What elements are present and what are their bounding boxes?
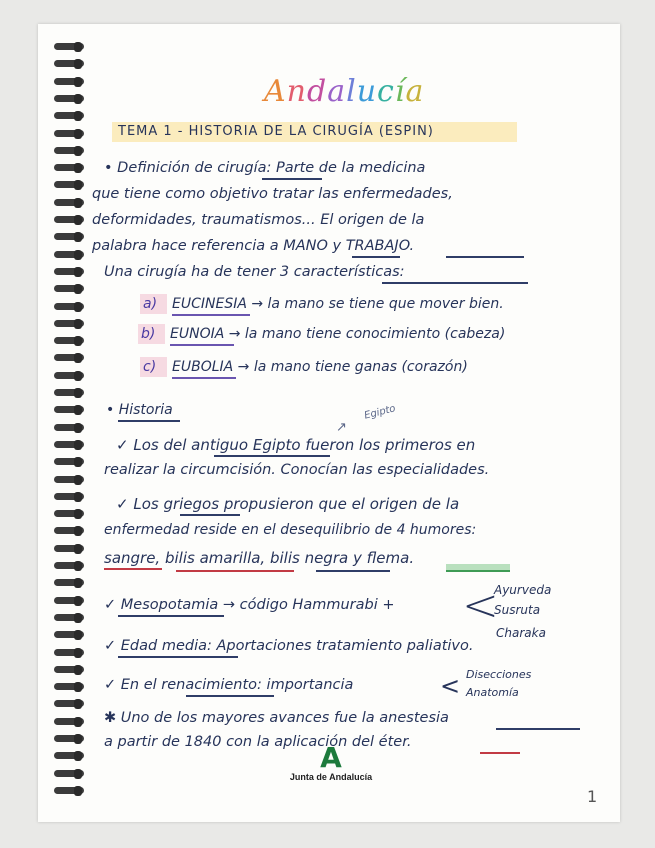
coil-hole (74, 302, 82, 312)
logo-caption: Junta de Andalucía (289, 772, 373, 782)
coil-hole (74, 561, 82, 571)
spiral-coil (26, 784, 86, 798)
edad-media-line: ✓ Edad media: Aportaciones tratamiento paliativo. (104, 638, 474, 654)
spiral-coil (26, 178, 86, 192)
coil-hole (74, 751, 82, 761)
coil-hole (74, 77, 82, 87)
spiral-coil (26, 230, 86, 244)
spiral-coil (26, 403, 86, 417)
spiral-coil (26, 369, 86, 383)
coil-hole (74, 180, 82, 190)
coil-hole (74, 405, 82, 415)
spiral-coil (26, 646, 86, 660)
coil-hole (74, 284, 82, 294)
spiral-coil (26, 697, 86, 711)
coil-hole (74, 648, 82, 658)
renacimiento-line: ✓ En el renacimiento: importancia (104, 677, 354, 693)
underline-eubolia (172, 377, 236, 379)
spiral-coil (26, 576, 86, 590)
underline-caracteristicas (382, 282, 528, 284)
characteristic-marker-a: a) (143, 296, 158, 312)
characteristic-c: EUBOLIA → la mano tiene ganas (corazón) (172, 359, 468, 375)
coil-hole (74, 42, 82, 52)
coil-hole (74, 336, 82, 346)
junta-logo (281, 741, 381, 782)
underline-bilis-negra (316, 570, 390, 572)
coil-hole (74, 734, 82, 744)
coil-hole (74, 596, 82, 606)
spiral-coil (26, 144, 86, 158)
ren-item-1: Disecciones (466, 668, 532, 681)
spiral-coil (26, 196, 86, 210)
underline-edad-media (118, 656, 238, 658)
underline-bilis-amarilla (176, 570, 294, 572)
page-number: 1 (587, 787, 598, 806)
left-brace-2: < (440, 672, 461, 700)
left-brace: < (462, 580, 499, 631)
spiral-binding (26, 40, 90, 810)
spiral-coil (26, 749, 86, 763)
underline-cirugia (262, 178, 322, 180)
brand-title-letter: c (377, 74, 395, 109)
spiral-coil (26, 767, 86, 781)
history-line-1: ✓ Los del antiguo Egipto fueron los primeros en (116, 436, 476, 454)
coil-hole (74, 111, 82, 121)
spiral-coil (26, 490, 86, 504)
spiral-coil (26, 455, 86, 469)
spiral-coil (26, 75, 86, 89)
underline-mesopotamia (118, 615, 224, 617)
definition-line-2: que tiene como objetivo tratar las enfermedades, (92, 186, 453, 202)
spiral-coil (26, 334, 86, 348)
history-line-5: sangre, bilis amarilla, bilis negra y flema. (104, 549, 415, 567)
brand-title (264, 74, 424, 109)
underline-trabajo (446, 256, 524, 258)
coil-hole (74, 578, 82, 588)
egipto-annotation: Egipto (363, 403, 397, 422)
brand-title-letter: n (286, 74, 307, 109)
spiral-coil (26, 611, 86, 625)
coil-hole (74, 717, 82, 727)
characteristic-marker-c: c) (143, 359, 157, 375)
characteristic-a: EUCINESIA → la mano se tiene que mover bien. (172, 296, 504, 312)
spiral-coil (26, 248, 86, 262)
brand-title-letter: a (327, 74, 347, 109)
underline-historia (118, 420, 180, 422)
coil-hole (74, 665, 82, 675)
underline-griegos (180, 514, 240, 516)
underline-sangre (104, 568, 162, 570)
coil-hole (74, 232, 82, 242)
spiral-coil (26, 57, 86, 71)
coil-hole (74, 319, 82, 329)
coil-hole (74, 509, 82, 519)
definition-line-5: Una cirugía ha de tener 3 características: (104, 264, 405, 280)
underline-mano (352, 256, 400, 258)
spiral-coil (26, 317, 86, 331)
spiral-coil (26, 628, 86, 642)
spiral-coil (26, 161, 86, 175)
spiral-coil (26, 594, 86, 608)
coil-hole (74, 163, 82, 173)
coil-hole (74, 353, 82, 363)
coil-hole (74, 786, 82, 796)
underline-eucinesia (172, 314, 250, 316)
brand-title-letter: d (307, 74, 328, 109)
coil-hole (74, 129, 82, 139)
history-label: • Historia (106, 402, 173, 418)
spiral-coil (26, 524, 86, 538)
underline-anestesia (496, 728, 580, 730)
spiral-coil (26, 213, 86, 227)
spiral-coil (26, 40, 86, 54)
coil-hole (74, 371, 82, 381)
spiral-coil (26, 282, 86, 296)
logo-letter: A (320, 741, 342, 774)
spiral-coil (26, 127, 86, 141)
coil-hole (74, 475, 82, 485)
coil-hole (74, 769, 82, 779)
coil-hole (74, 457, 82, 467)
meso-item-2: Susruta (494, 603, 541, 617)
mesopotamia-line: ✓ Mesopotamia → código Hammurabi + (104, 597, 395, 613)
spiral-coil (26, 300, 86, 314)
spiral-coil (26, 351, 86, 365)
history-line-3: ✓ Los griegos propusieron que el origen de la (116, 495, 460, 513)
coil-hole (74, 682, 82, 692)
coil-hole (74, 94, 82, 104)
brand-title-letter: u (356, 74, 378, 109)
spiral-coil (26, 663, 86, 677)
definition-line-4: palabra hace referencia a MANO y TRABAJO. (92, 238, 415, 254)
coil-hole (74, 215, 82, 225)
meso-item-1: Ayurveda (494, 583, 552, 597)
coil-hole (74, 388, 82, 398)
brand-title-letter: A (264, 74, 287, 109)
spiral-coil (26, 265, 86, 279)
spiral-coil (26, 680, 86, 694)
coil-hole (74, 440, 82, 450)
coil-hole (74, 250, 82, 260)
spiral-coil (26, 559, 86, 573)
brand-title-letter: l (346, 74, 357, 109)
coil-hole (74, 544, 82, 554)
star-line-1: ✱ Uno de los mayores avances fue la anestesia (104, 710, 449, 726)
spiral-coil (26, 109, 86, 123)
spiral-coil (26, 421, 86, 435)
spiral-coil (26, 507, 86, 521)
coil-hole (74, 146, 82, 156)
underline-flema (446, 570, 510, 572)
underline-renacimiento (186, 695, 274, 697)
coil-hole (74, 526, 82, 536)
coil-hole (74, 267, 82, 277)
coil-hole (74, 492, 82, 502)
characteristic-marker-b: b) (141, 326, 156, 342)
spiral-coil (26, 542, 86, 556)
coil-hole (74, 423, 82, 433)
spiral-coil (26, 732, 86, 746)
spiral-coil (26, 92, 86, 106)
history-line-2: realizar la circumcisión. Conocían las especialidades. (104, 462, 490, 478)
spiral-coil (26, 438, 86, 452)
characteristic-b: EUNOIA → la mano tiene conocimiento (cabeza) (170, 326, 506, 342)
ren-item-2: Anatomía (466, 686, 519, 699)
coil-hole (74, 630, 82, 640)
history-line-4: enfermedad reside en el desequilibrio de 4 humores: (104, 522, 477, 538)
annotation-arrow: ↗ (336, 420, 347, 435)
brand-title-letter: í (394, 74, 406, 109)
coil-hole (74, 59, 82, 69)
spiral-coil (26, 386, 86, 400)
brand-title-letter: a (405, 74, 425, 109)
topic-heading: TEMA 1 - HISTORIA DE LA CIRUGÍA (ESPIN) (118, 124, 434, 139)
coil-hole (74, 699, 82, 709)
spiral-coil (26, 473, 86, 487)
notebook-page (38, 24, 620, 822)
underline-eter (480, 752, 520, 754)
underline-antiguo-egipto (214, 455, 330, 457)
definition-line-1: • Definición de cirugía: Parte de la medicina (104, 160, 426, 176)
underline-eunoia (170, 344, 234, 346)
definition-line-3: deformidades, traumatismos... El origen de la (92, 212, 425, 228)
spiral-coil (26, 715, 86, 729)
meso-item-3: Charaka (496, 626, 546, 640)
star-line-2: a partir de 1840 con la aplicación del éter. (104, 734, 412, 750)
coil-hole (74, 198, 82, 208)
coil-hole (74, 613, 82, 623)
